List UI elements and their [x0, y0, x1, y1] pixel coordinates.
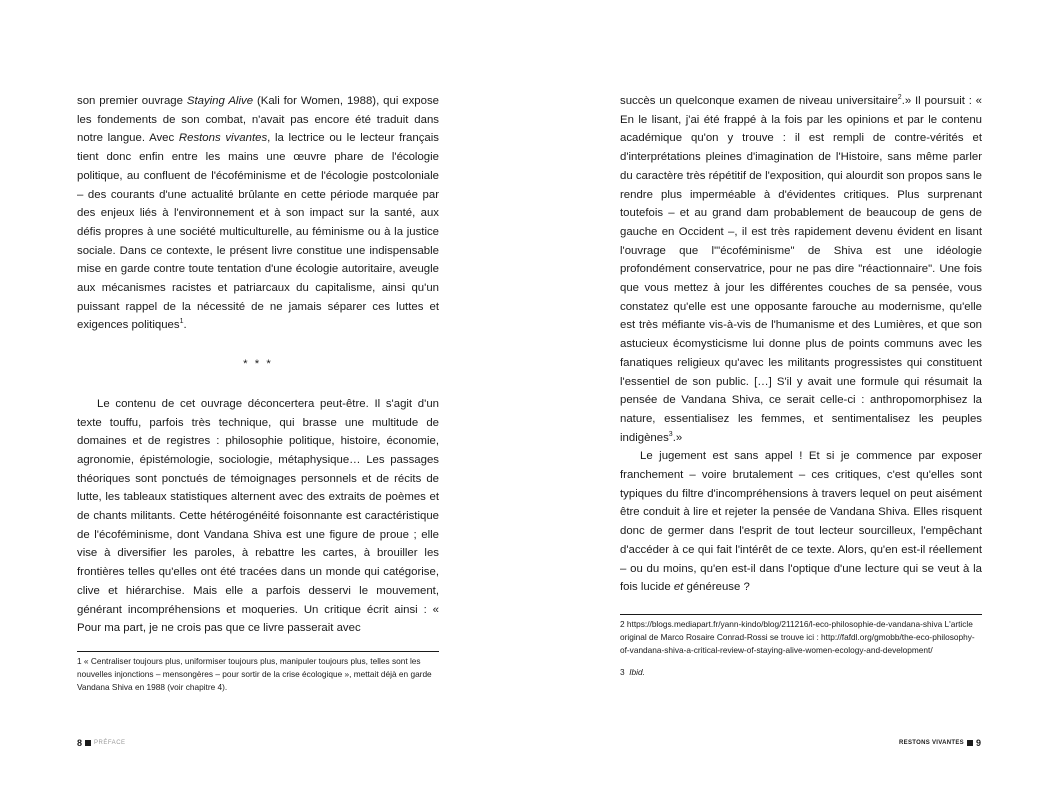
running-head-right: RESTONS VIVANTES	[899, 740, 964, 746]
footnote-2: 2 https://blogs.mediapart.fr/yann-kindo/blog/211216/l-eco-philosophie-de-vandana-shiva L'article original de Marco Rosaire Conrad-Rossi se trouve ici : http://fafdl.org/gmobb/the-eco-philosophy-of-vandana-shiva-a-critical-review-of-staying-alive-women-ecology-and-development/	[620, 619, 975, 655]
book-title-staying-alive: Staying Alive	[186, 95, 254, 107]
footnote-ref-3[interactable]: 3	[668, 430, 673, 438]
page-number-left: 8	[77, 738, 83, 748]
right-paragraph-2: Le jugement est sans appel ! Et si je commence par exposer franchement – voire brutalement – ces critiques, c'est qu'elles sont typiques du filtre d'incompréhensions à travers lequel on peut aisément être conduit à lire et rejeter la pensée de Vandana Shiva. Elles risquent donc de germer dans l'esprit de tout lecteur sourcilleux, l'empêchant d'accéder à ce qui fait l'intérêt de ce texte. Alors, qu'en est-il réellement – ou du moins, qu'en est-il dans l'optique d'une lecture qui se veut à la fois lucide et généreuse ?	[620, 450, 982, 594]
left-paragraph-1: son premier ouvrage Staying Alive (Kali for Women, 1988), qui expose les fondements de son combat, n'avait pas encore été traduit dans notre langue. Avec Restons vivantes, la lectrice ou le lecteur français tient donc enfin entre les mains une œuvre phare de l'écologie politique, au confluent de l'écoféminisme et de l'écologie postcoloniale – des courants d'une actualité brûlante en cette période marquée par des enjeux liés à l'environnement et à son impact sur la santé, aux défis propres à une société multiculturelle, au féminisme ou à la justice sociale. Dans ce contexte, le présent livre constitue une indispensable mise en garde contre toute tentation d'une écologie autoritaire, aveugle aux mécanismes racistes et patriarcaux du capitalisme, ainsi qu'un puissant rappel de la nécessité de ne jamais séparer ces luttes et exigences politiques$^1$.	[77, 95, 439, 332]
right-folio	[899, 738, 981, 748]
left-paragraph-2: Le contenu de cet ouvrage déconcertera peut-être. Il s'agit d'un texte touffu, parfois très technique, qui brasse une multitude de domaines et de registres : philosophie politique, histoire, économie, agronomie, épistémologie, sociologie, métaphysique… Les passages théoriques sont ponctués de témoignages personnels et de récits de lutte, les tableaux statistiques alternent avec des extraits de poèmes et de chants militants. Cette hétérogénéité foisonnante est caractéristique de l'écoféminisme, dont Vandana Shiva est une figure de proue ; elle vise à diversifier les paroles, à rebattre les cartes, à brouiller les frontières telles qu'elles ont été tracées dans un monde qui catégorise, clive et hiérarchise. Mais elle a parfois desservi le mouvement, générant incompréhensions et moqueries. Un critique écrit ainsi : « Pour ma part, je ne crois pas que ce livre passerait avec	[77, 397, 439, 635]
page-number-right: 9	[975, 738, 981, 748]
book-title-restons-vivantes: Restons vivantes	[178, 132, 268, 145]
left-folio	[77, 738, 126, 748]
square-marker-icon	[967, 740, 973, 746]
footnote-ref-1[interactable]: 1	[179, 318, 184, 326]
running-head-left: PRÉFACE	[94, 740, 126, 746]
section-separator: * * *	[243, 358, 273, 371]
right-page-body	[620, 92, 982, 597]
footnotes-right	[620, 614, 982, 679]
square-marker-icon	[85, 740, 91, 746]
footnote-3: 3 Ibid.	[620, 667, 645, 677]
footnote-ref-2[interactable]: 2	[897, 94, 902, 102]
left-page-body	[77, 92, 439, 638]
right-paragraph-1: succès un quelconque examen de niveau universitaire$^2$.» Il poursuit : « En le lisant, j'ai été frappé à la fois par les opinions et par le contenu académique qu'on y trouve : il est rempli de contre-vérités et d'interprétations pleines d'imagination de l'Histoire, sans même parler du caractère très répétitif de l'exposition, qui alourdit son propos sans le rendre plus imperméable à d'évidentes critiques. Plus surprenant toutefois – et au grand dam probablement de beaucoup de gens de gauche en Occident –, il est très rapidement devenu évident en lisant l'ouvrage que l'"écoféminisme" de Shiva est une idéologie profondément conservatrice, pour ne pas dire "réactionnaire". Une fois que vous mettez à jour les différentes couches de sa pensée, vous constatez qu'elle est une opposante farouche au modernisme, qu'elle est très méfiante vis-à-vis de l'humanisme et des Lumières, et que son astucieux écomysticisme lui donne plus de points communs avec les fanatiques religieux qu'avec les militants progressistes qui constituent l'essentiel de son public. […] S'il y avait une formule qui résumait la pensée de Vandana Shiva, ce serait celle-ci : anthropomorphisez la nature, essentialisez les femmes, et sentimentalisez les peuples indigènes$^3$.»	[620, 94, 982, 444]
footnote-1: 1 « Centraliser toujours plus, uniformiser toujours plus, manipuler toujours plus, telles sont les nouvelles injonctions – mensongères – pour sortir de la crise écologique », mettait déjà en garde Vandana Shiva en 1988 (voir chapitre 4).	[77, 651, 439, 694]
